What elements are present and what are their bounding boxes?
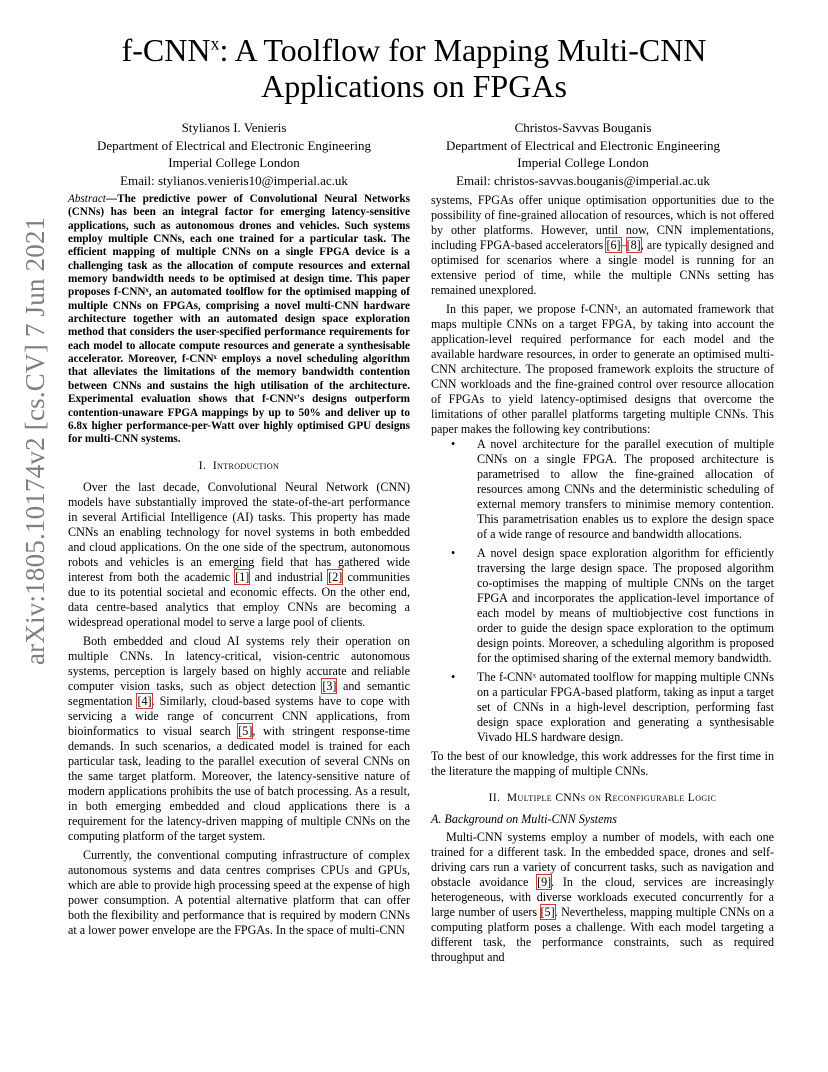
right-column [431, 193, 774, 965]
author-email: Email: stylianos.venieris10@imperial.ac.uk [120, 172, 348, 188]
section-title: Introduction [212, 459, 280, 472]
text-run: Multi-CNN systems employ a number of models, with each one trained for a different task. In the embedded space, drones and self-driving cars run a variety of concurrent tasks, such as navigation and obstacle avoidance [431, 830, 774, 889]
text-run: , are typically designed and optimised for scenarios where a single model is running for an extensive period of time, while the multiple CNNs setting has remained unexplored. [431, 238, 774, 297]
text-run: , with stringent response-time demands. In such scenarios, a dedicated model is trained for each particular task, leading to the parallel execution of several CNNs on the same target platform. Moreover, the latency-sensitive nature of modern applications prohibits the use of batch processing. As a result, in both emerging embedded and cloud applications there is a requirement for the latency-driven mapping of multiple CNNs on the computing platform of the target system. [68, 723, 410, 843]
intro-paragraph-2 [68, 634, 410, 844]
intro-paragraph-1 [68, 480, 410, 630]
list-item: • A novel architecture for the parallel execution of multiple CNNs on a single FPGA. The proposed architecture is parametrised to allow the fine-grained allocation of resources among CNNs and the deterministic scheduling of external memory transfers to minimise memory contention. This parametrisation enables us to explore the design space of a wide range of resource and bandwidth allocations. [477, 437, 774, 542]
title-post: : A Toolflow for Mapping Multi-CNN [219, 32, 707, 68]
author-dept: Department of Electrical and Electronic Engineering [97, 137, 371, 153]
citation-link[interactable]: [3] [322, 678, 337, 693]
author-inst: Imperial College London [168, 155, 300, 170]
author-block-1 [69, 119, 399, 189]
text-run: communities due to its potential societal and economic effects. On the other end, data centre-based analytics that employ CNNs are becoming a widespread operational model to serve a large pool of clients. [68, 569, 411, 629]
author-name: Stylianos I. Venieris [181, 120, 287, 135]
right-paragraph-1 [431, 193, 774, 298]
text-run: Both embedded and cloud AI systems rely their operation on multiple CNNs. In latency-critical, vision-centric autonomous systems, perception is largely based on highly accurate and reliable computer vision tasks, such as object detection [68, 633, 410, 693]
abstract-text: —The predictive power of Convolutional Neural Networks (CNNs) has been an integral factor for emerging latency-sensitive applications, such as autonomous drones and vehicles. Such systems employ multiple CNNs, each one trained for a particular task. The efficient mapping of multiple CNNs on a single FPGA device is a challenging task as the allocation of compute resources and external memory bandwidth needs to be optimised at design time. This paper proposes f-CNNˣ, an automated toolflow for the optimised mapping of multiple CNNs on FPGAs, comprising a novel multi-CNN hardware architecture together with an automated design space exploration method that considers the user-specified performance requirements for each model to allocate compute resources and generate a synthesisable accelerator. Moreover, f-CNNˣ employs a novel scheduling algorithm that alleviates the limitations of the memory bandwidth contention between CNNs and sustains the high utilisation of the architecture. Experimental evaluation shows that f-CNNˣ's designs outperform contention-unaware FPGA mappings by up to 50% and deliver up to 6.8x higher performance-per-Watt over highly optimised GPU designs for multi-CNN systems. [68, 193, 410, 446]
text-run: . Similarly, cloud-based systems have to cope with servicing a wide range of concurrent CNN applications, from bioinformatics to visual search [68, 693, 410, 738]
title-pre: f-CNN [121, 32, 211, 68]
citation-link[interactable]: [9] [537, 875, 552, 889]
arxiv-stamp: arXiv:1805.10174v2 [cs.CV] 7 Jun 2021 [20, 216, 50, 665]
citation-link[interactable]: [4] [137, 693, 152, 708]
citation-link[interactable]: [8] [626, 238, 641, 252]
abstract-lead: Abstract [68, 193, 106, 205]
paper-title [60, 32, 768, 104]
text-run: systems, FPGAs offer unique optimisation opportunities due to the possibility of fine-grained allocation of resources, which is not offered by other platforms. However, until now, CNN implementations, including FPGA-based accelerators [431, 193, 774, 252]
citation-link[interactable]: [5] [238, 723, 253, 738]
title-sup: x [210, 33, 220, 54]
citation-link[interactable]: [5] [540, 905, 555, 919]
section-heading-intro [68, 459, 410, 474]
text-run: Over the last decade, Convolutional Neural Network (CNN) models have substantially improved the state-of-the-art performance in several Artificial Intelligence (AI) tasks. This property has made CNNs an enabling technology for novel systems in both embedded and cloud applications. On the one side of the spectrum, autonomous robots and vehicles is an emerging field that has gathered wide interest from both the academic [68, 479, 410, 584]
right-paragraph-2: In this paper, we propose f-CNNˣ, an automated framework that maps multiple CNNs on a target FPGA, by taking into account the application-level required performance for each model and the available hardware resources, in order to generate an optimised multi-CNN architecture. The proposed framework exploits the structure of CNN workloads and the fine-grained control over resource allocation of FPGAs to yield latency-optimised designs that overcome the limitations of other parallel platforms targeting multiple CNNs. This paper makes the following key contributions: [431, 302, 774, 436]
text-run: and industrial [249, 569, 329, 584]
text-run: and semantic segmentation [68, 678, 410, 708]
author-email: Email: christos-savvas.bouganis@imperial.ac.uk [456, 172, 710, 188]
subsection-heading-2a: A. Background on Multi-CNN Systems [431, 812, 617, 826]
section-number: II. [488, 792, 501, 804]
section-heading-2 [431, 791, 774, 806]
citation-link[interactable]: [6] [606, 238, 621, 252]
list-item: • A novel design space exploration algorithm for efficiently traversing the large design space. The proposed algorithm co-optimises the mapping of multiple CNNs on the target FPGA and incorporates the application-level importance of each model by means of multiobjective cost functions in order to guide the design space exploration to the optimum design points. Moreover, a scheduling algorithm is proposed for the optimised sharing of the external memory bandwidth. [477, 546, 774, 666]
author-inst: Imperial College London [517, 155, 649, 170]
contributions-list [431, 437, 774, 745]
list-item: • The f-CNNˣ automated toolflow for mapping multiple CNNs on a particular FPGA-based platform, taking as input a target set of CNNs in a high-level description, performing fast design space exploration and generating a synthesisable Vivado HLS hardware design. [477, 670, 774, 745]
section-title: Multiple CNNs on Reconfigurable Logic [506, 792, 717, 804]
intro-paragraph-3: Currently, the conventional computing infrastructure of complex autonomous systems and data centres comprises CPUs and GPUs, which are able to provide high processing speed at the expense of high power consumption. A potential alternative platform that can offer both the flexibility and performance that is required by modern CNNs at a lower power envelope are the FPGAs. In the space of multi-CNN [68, 847, 410, 937]
text-run: . Nevertheless, mapping multiple CNNs on a computing platform poses a challenge. With each model targeting a different task, the performance constraints, such as required throughput and [431, 905, 774, 964]
text-run: . In the cloud, services are increasingly heterogeneous, with diverse workloads executed concurrently for a large number of users [431, 875, 774, 919]
citation-link[interactable]: [1] [235, 569, 250, 584]
citation-link[interactable]: [2] [328, 569, 343, 584]
title-line2: Applications on FPGAs [261, 68, 567, 104]
section-number: I. [198, 459, 207, 472]
right-paragraph-3: To the best of our knowledge, this work addresses for the first time in the literature the mapping of multiple CNNs. [431, 749, 774, 778]
sec2a-paragraph-1 [431, 830, 774, 965]
author-name: Christos-Savvas Bouganis [514, 120, 652, 135]
abstract [68, 193, 410, 447]
author-block-2 [418, 119, 748, 189]
text-run: – [620, 238, 627, 252]
author-dept: Department of Electrical and Electronic Engineering [446, 137, 720, 153]
left-column [68, 193, 410, 938]
